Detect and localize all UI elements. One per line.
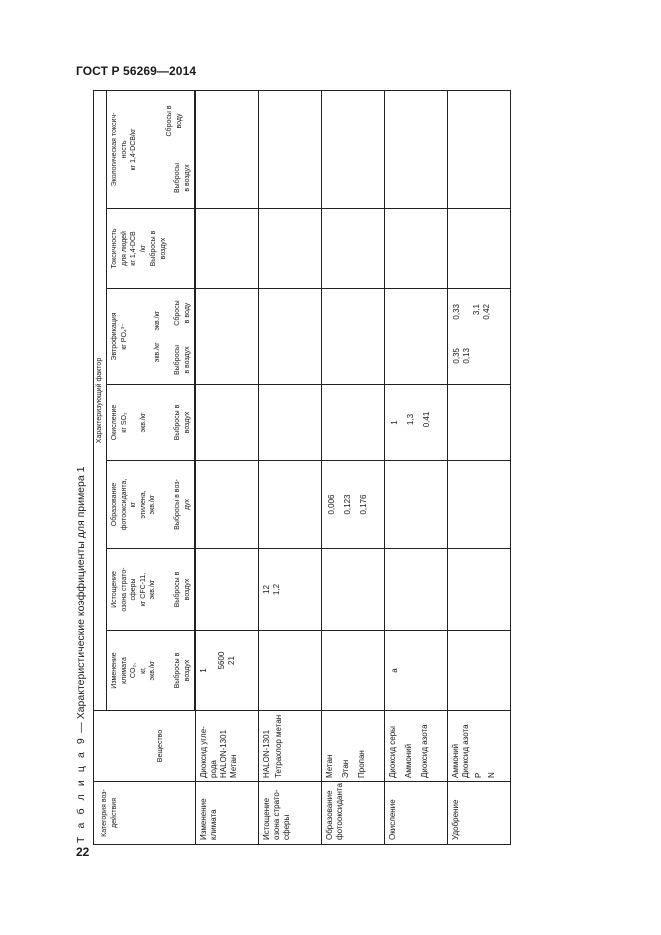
header-ep: Эвтрофикация кг PO₄³⁻ экв./кг экв./кг Выбросы в воздух Сбросы в воду — [107, 289, 195, 385]
value: 1 — [199, 668, 208, 673]
value-cell — [196, 209, 259, 289]
value-cell — [322, 461, 385, 549]
value: 0,41 — [422, 411, 431, 428]
header-ap: Окисление кг SO₂ экв./кг Выбросы в воздух — [107, 385, 195, 461]
value-cell — [259, 209, 322, 289]
value-cell — [385, 461, 448, 549]
rotated-table-page — [73, 91, 512, 845]
substance-item: Диоксид азота — [461, 724, 470, 778]
table-row — [196, 90, 259, 844]
value: 0,176 — [359, 494, 368, 515]
value-cell — [196, 90, 259, 208]
eutrophication-values — [448, 289, 507, 384]
header-category: Категория воз-действия — [94, 782, 196, 845]
value-cell — [448, 461, 511, 549]
substance-item: N — [487, 772, 496, 778]
value-cell — [385, 289, 448, 385]
table-caption — [75, 467, 87, 843]
substance-item: Пропан — [357, 750, 366, 778]
substance-item: Аммоний — [451, 743, 460, 778]
value: 12 — [262, 585, 271, 594]
value: 0,006 — [327, 494, 336, 515]
value: 0,123 — [343, 494, 352, 515]
value: 1,2 — [272, 583, 281, 596]
substance-item: Метан — [229, 754, 238, 778]
header-pocp: Образование фотооксиданта, кг этилена, экв./кг Выбросы в воз- дух — [107, 461, 195, 549]
header-odp: Истощение озона страто- сферы кг CFC-11, экв./кг Выбросы в воздух — [107, 549, 195, 631]
substance-item: Тетрахлор метан — [274, 714, 283, 778]
header-htp: Токсичность для людей кг 1,4-DCB /кг Выбросы в воздух — [107, 209, 195, 289]
value-cell — [322, 385, 385, 461]
value-cell — [259, 549, 322, 631]
value-cell — [385, 209, 448, 289]
substance-item: Диоксид угле-рода — [199, 726, 218, 778]
table-row — [259, 90, 322, 844]
substance-item: Диоксид серы — [388, 726, 397, 778]
value-cell — [322, 289, 385, 385]
category-cell: Образование фотооксиданта — [322, 782, 385, 845]
category-cell: Истощение озона страто-сферы — [259, 782, 322, 845]
value-cell — [322, 549, 385, 631]
value-cell — [448, 209, 511, 289]
value: 21 — [227, 656, 236, 665]
value-cell — [385, 549, 448, 631]
page-number: 22 — [76, 845, 90, 859]
substance-cell — [448, 711, 511, 782]
value-cell — [448, 289, 511, 385]
value: 1 — [390, 420, 399, 425]
value: 0,42 — [482, 304, 491, 320]
value-cell — [322, 90, 385, 208]
value: 0,33 — [452, 304, 461, 320]
value-cell — [259, 385, 322, 461]
substance-item: Этан — [341, 759, 350, 778]
value-cell — [448, 90, 511, 208]
value: 1,3 — [406, 413, 415, 426]
substance-item: P — [474, 772, 483, 778]
value-cell — [196, 549, 259, 631]
value-cell — [385, 90, 448, 208]
header-ecotox: Экологическая токсич- ность кг 1,4-DCB/кг Выбросы в воздух Сбросы в воду — [107, 90, 195, 208]
substance-item: Метан — [325, 754, 334, 778]
value-cell — [259, 289, 322, 385]
value-cell — [322, 631, 385, 711]
value: 0,13 — [462, 348, 471, 364]
value-cell — [259, 90, 322, 208]
value-cell — [448, 631, 511, 711]
table-row — [448, 90, 511, 844]
value: 0,35 — [452, 348, 461, 364]
category-cell: Изменение климата — [196, 782, 259, 845]
value: 5600 — [217, 651, 226, 670]
substance-cell — [385, 711, 448, 782]
substance-item: Аммоний — [404, 743, 413, 778]
value-cell — [196, 461, 259, 549]
value-cell — [385, 385, 448, 461]
value-cell — [196, 289, 259, 385]
header-factor: Характеризующий фактор — [94, 90, 107, 710]
value-cell — [196, 631, 259, 711]
substance-item: Диоксид азота — [420, 724, 429, 778]
substance-item: HALON-1301 — [219, 729, 228, 778]
substance-cell — [322, 711, 385, 782]
value-cell — [448, 385, 511, 461]
table-row — [385, 90, 448, 844]
substance-item: HALON-1301 — [262, 729, 271, 778]
value: а — [390, 668, 399, 673]
header-substance: Вещество — [94, 711, 196, 782]
value-cell — [259, 461, 322, 549]
table-row — [322, 90, 385, 844]
category-cell: Удобрение — [448, 782, 511, 845]
coefficients-table — [93, 90, 511, 845]
value: 3,1 — [472, 304, 481, 316]
caption-prefix: Т а б л и ц а 9 — [75, 735, 87, 843]
value-cell — [196, 385, 259, 461]
caption-text: — Характеристические коэффициенты для примера 1 — [75, 466, 87, 736]
value-cell — [259, 631, 322, 711]
value-cell — [385, 631, 448, 711]
category-cell: Окисление — [385, 782, 448, 845]
value-cell — [448, 549, 511, 631]
document-header: ГОСТ Р 56269—2014 — [76, 64, 197, 78]
substance-cell — [196, 711, 259, 782]
header-gwp: Изменение климата CO₂, кг, экв./кг Выбросы в воздух — [107, 631, 195, 711]
substance-cell — [259, 711, 322, 782]
value-cell — [322, 209, 385, 289]
